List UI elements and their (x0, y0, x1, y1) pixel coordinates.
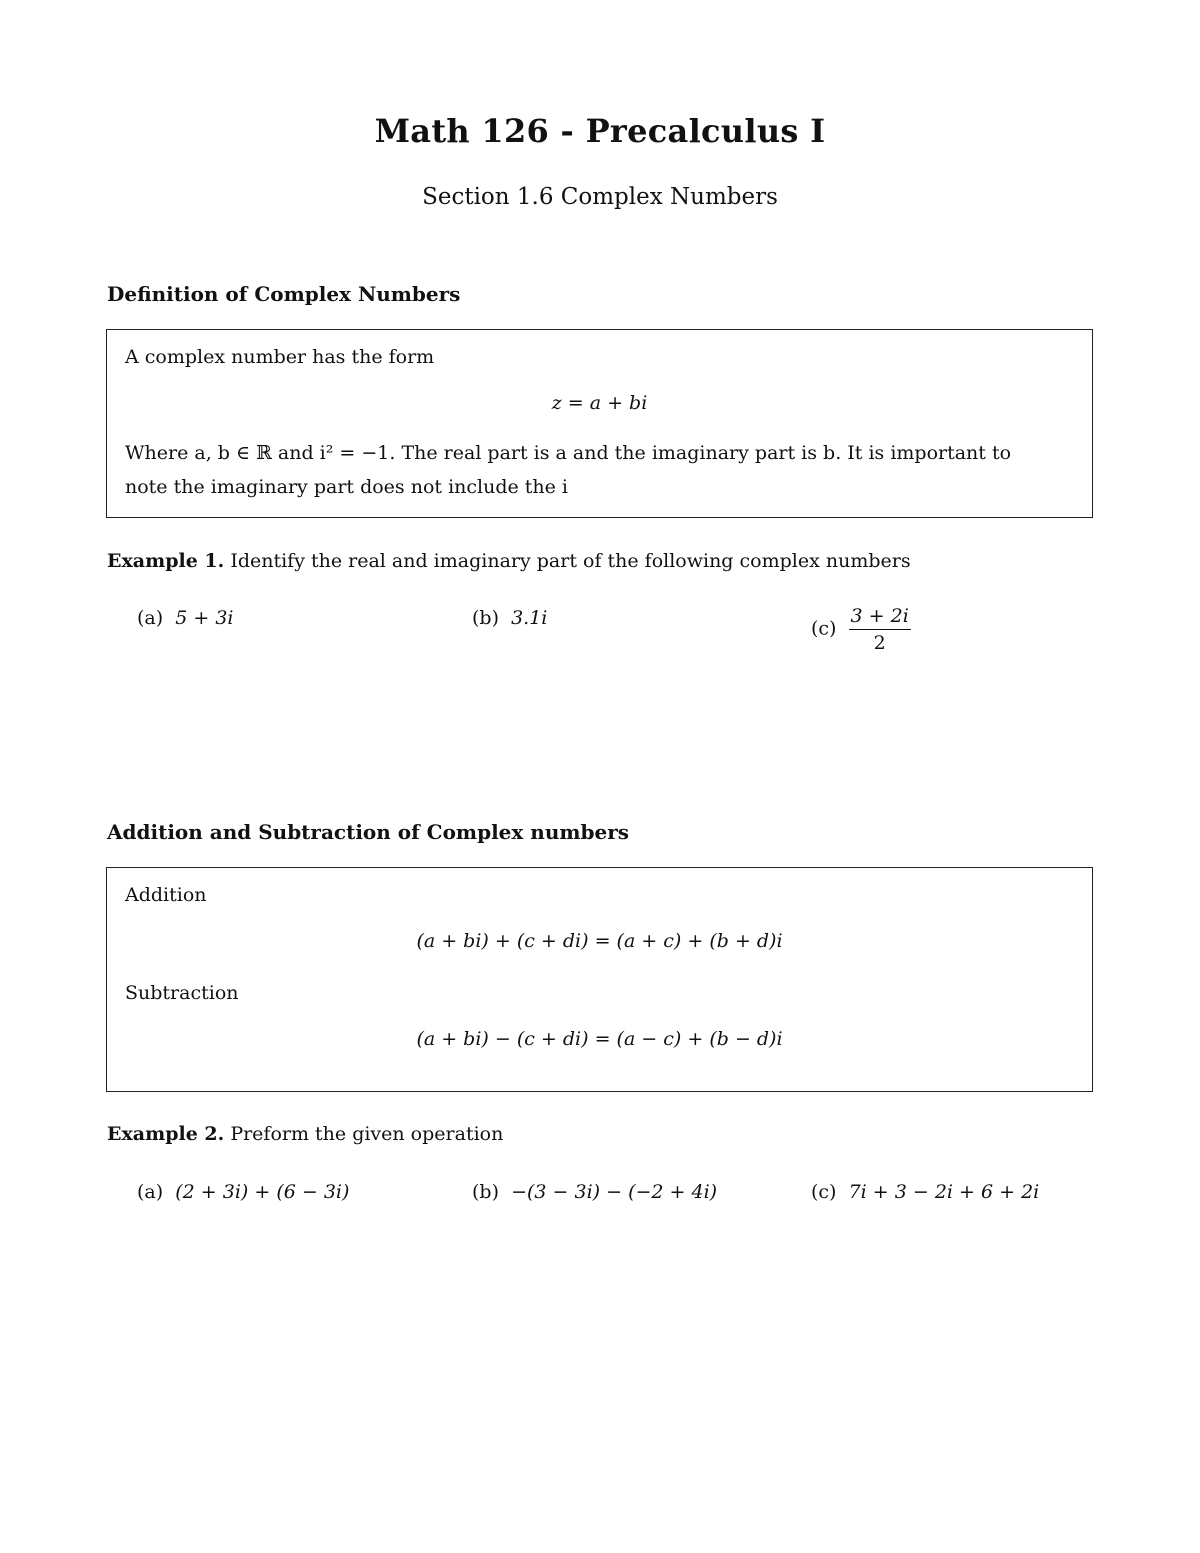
example-1-item-b (472, 607, 547, 629)
item-expression: 7i + 3 − 2i + 6 + 2i (848, 1181, 1040, 1203)
fraction-denominator: 2 (873, 632, 886, 654)
item-label: (b) (472, 1181, 499, 1203)
definition-body-line2: note the imaginary part does not include the i (125, 476, 569, 498)
item-expression: 3.1i (511, 607, 548, 629)
example-1-item-c (811, 603, 911, 656)
section-subtitle: Section 1.6 Complex Numbers (422, 184, 778, 210)
example-2-prompt (107, 1123, 503, 1145)
fraction (849, 603, 911, 656)
example-1-item-a (137, 607, 234, 629)
example-2-item-b (472, 1181, 717, 1203)
example-2-item-c (811, 1181, 1039, 1203)
definition-intro: A complex number has the form (125, 346, 435, 368)
subtraction-label: Subtraction (125, 982, 239, 1004)
item-label: (b) (472, 607, 499, 629)
item-expression: (2 + 3i) + (6 − 3i) (175, 1181, 350, 1203)
subtraction-formula: (a + bi) − (c + di) = (a − c) + (b − d)i (416, 1028, 783, 1050)
example-1-text: Identify the real and imaginary part of the following complex numbers (230, 550, 911, 572)
addition-subtraction-box (106, 867, 1093, 1092)
item-expression: −(3 − 3i) − (−2 + 4i) (511, 1181, 718, 1203)
addition-subtraction-heading: Addition and Subtraction of Complex numbers (107, 820, 630, 844)
definition-heading: Definition of Complex Numbers (107, 282, 461, 306)
item-label: (c) (811, 617, 837, 640)
item-expression: 5 + 3i (175, 607, 234, 629)
item-label: (a) (137, 607, 164, 629)
item-label: (c) (811, 1181, 837, 1203)
definition-body-line1: Where a, b ∈ ℝ and i² = −1. The real part is a and the imaginary part is b. It is important to (125, 442, 1012, 464)
example-2-label: Example 2. (107, 1123, 225, 1145)
definition-formula: z = a + bi (551, 392, 648, 414)
addition-label: Addition (125, 884, 207, 906)
item-label: (a) (137, 1181, 164, 1203)
addition-formula: (a + bi) + (c + di) = (a + c) + (b + d)i (416, 930, 783, 952)
example-2-text: Preform the given operation (230, 1123, 504, 1145)
example-1-prompt (107, 550, 911, 572)
fraction-numerator: 3 + 2i (849, 603, 911, 630)
example-1-label: Example 1. (107, 550, 225, 572)
definition-box (106, 329, 1093, 518)
page-title: Math 126 - Precalculus I (374, 112, 826, 150)
example-2-item-a (137, 1181, 349, 1203)
